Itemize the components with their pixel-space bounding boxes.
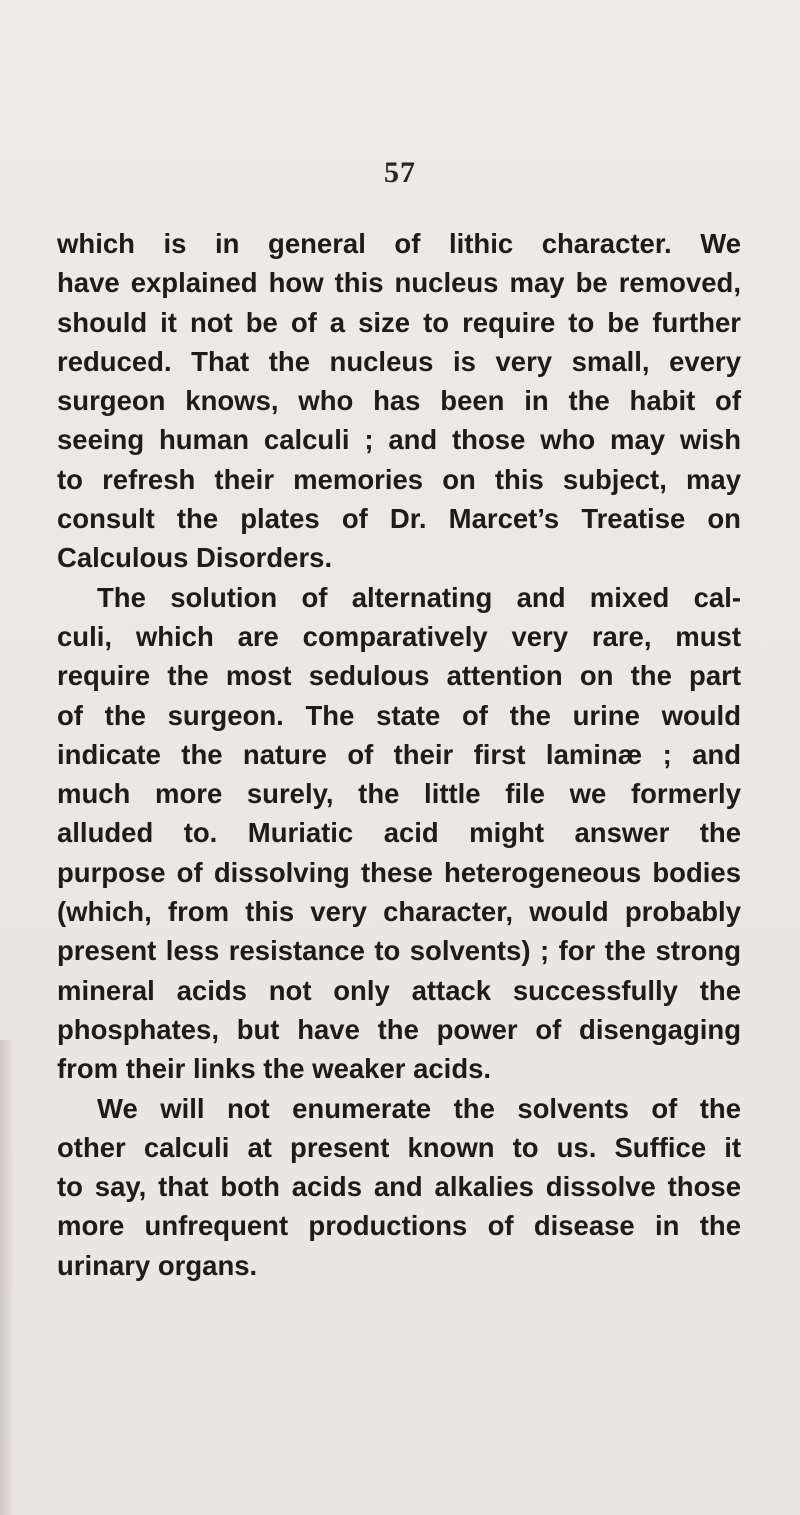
text-line: culi, which are comparatively very rare, must (57, 620, 741, 652)
text-line: indicate the nature of their first laminæ ; and (57, 738, 741, 770)
text-line: consult the plates of Dr. Marcet’s Treatise on (57, 503, 741, 535)
text-line: (which, from this very character, would probably (57, 896, 741, 928)
text-line: phosphates, but have the power of disengaging (57, 1013, 741, 1045)
paragraph-end-line: from their links the weaker acids. (57, 1053, 492, 1085)
text-line: mineral acids not only attack successfully the (57, 974, 741, 1006)
body-text (57, 224, 741, 1285)
text-line: which is in general of lithic character. We (57, 228, 741, 259)
text-line: require the most sedulous attention on the part (57, 660, 741, 692)
text-line: have explained how this nucleus may be removed, (57, 267, 741, 299)
text-line: more unfrequent productions of disease in the (57, 1210, 741, 1242)
text-line: much more surely, the little file we formerly (57, 778, 741, 810)
text-line: of the surgeon. The state of the urine would (57, 699, 741, 731)
paragraph-end-line: Calculous Disorders. (57, 542, 333, 574)
text-line: to say, that both acids and alkalies dissolve those (57, 1171, 741, 1203)
text-line: purpose of dissolving these heterogeneous bodies (57, 856, 741, 888)
paragraph-start-line: The solution of alternating and mixed cal- (97, 581, 741, 613)
text-line: alluded to. Muriatic acid might answer the (57, 817, 741, 849)
text-line: reduced. That the nucleus is very small, every (57, 345, 741, 377)
paragraph-start-line: We will not enumerate the solvents of the (97, 1092, 741, 1124)
text-line: surgeon knows, who has been in the habit of (57, 385, 741, 417)
text-line: seeing human calculi ; and those who may wish (57, 424, 741, 456)
text-line: present less resistance to solvents) ; for the strong (57, 935, 741, 967)
paragraph-end-line: urinary organs. (57, 1249, 258, 1281)
text-line: should it not be of a size to require to be further (57, 306, 741, 338)
page-edge-shadow (0, 1040, 14, 1515)
text-line: other calculi at present known to us. Suffice it (57, 1131, 741, 1163)
page-number: 57 (384, 156, 416, 189)
text-line: to refresh their memories on this subject, may (57, 463, 741, 495)
